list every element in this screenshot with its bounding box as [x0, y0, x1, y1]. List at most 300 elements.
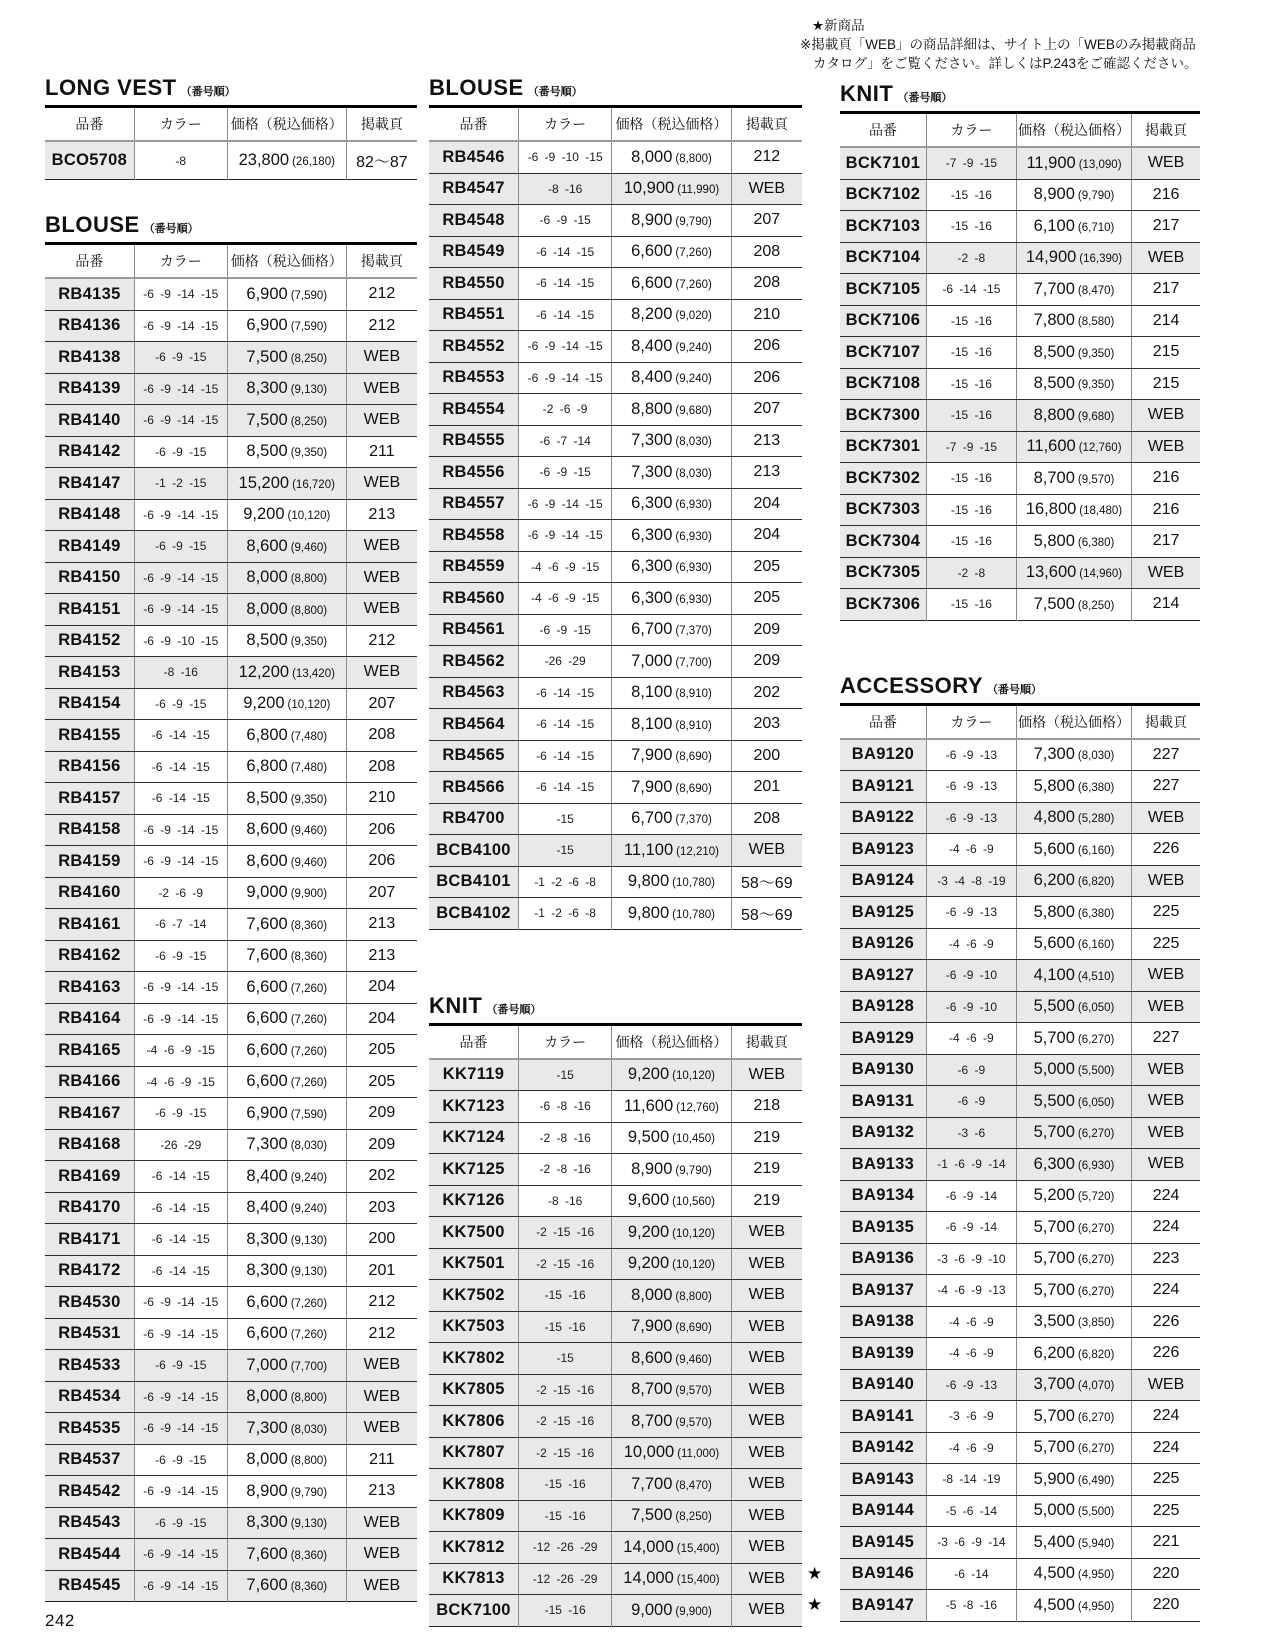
colors-cell: -2 -15 -16: [519, 1248, 612, 1280]
page-reference-cell: 210: [731, 299, 802, 331]
header-row: [840, 113, 1200, 148]
price-value: 8,300: [246, 1229, 288, 1248]
tax-included-price: (8,470): [675, 1479, 712, 1492]
tax-included-price: (15,400): [676, 1542, 720, 1555]
price-cell: [227, 814, 346, 846]
column-header: 品番: [429, 107, 519, 142]
tax-included-price: (6,820): [1077, 1348, 1115, 1361]
section-title: [429, 993, 802, 1023]
product-code-cell: [45, 278, 134, 310]
price-cell: [227, 1035, 346, 1067]
page-reference-cell: 215: [1132, 368, 1200, 400]
price-value: 6,600: [246, 977, 288, 996]
product-code: BA9144: [851, 1501, 915, 1520]
table-row: [840, 1023, 1200, 1055]
page-reference-cell: WEB: [1132, 1117, 1200, 1149]
product-code: BA9123: [851, 839, 915, 858]
product-code: RB4165: [58, 1040, 121, 1059]
price-value: 5,600: [1033, 934, 1075, 953]
price-cell: [612, 1280, 731, 1312]
page-reference-cell: WEB: [346, 657, 417, 689]
price-value: 7,500: [246, 347, 288, 366]
colors-cell: -4 -6 -9 -15: [134, 1035, 227, 1067]
header-row: [45, 244, 417, 279]
price-cell: [612, 1374, 731, 1406]
price-cell: [612, 141, 731, 173]
price-cell: [1016, 1369, 1131, 1401]
colors-cell: -6 -9 -15: [134, 688, 227, 720]
table-row: [840, 305, 1200, 337]
tax-included-price: (10,780): [672, 877, 716, 890]
tax-included-price: (9,130): [290, 1234, 328, 1247]
product-code: BA9121: [851, 776, 915, 795]
price-cell: [1016, 179, 1131, 211]
product-code-cell: [840, 1180, 926, 1212]
price-cell: [1016, 589, 1131, 621]
table-row: [429, 236, 802, 268]
price-value: 3,700: [1033, 1375, 1075, 1394]
price-value: 8,700: [1033, 468, 1075, 487]
product-code: RB4557: [442, 494, 505, 513]
price-value: 8,500: [246, 788, 288, 807]
product-code: BA9122: [851, 808, 915, 827]
colors-cell: -6 -9 -14 -15: [134, 405, 227, 437]
colors-cell: -6 -9 -14 -15: [519, 520, 612, 552]
price-cell: [612, 1595, 731, 1627]
tax-included-price: (7,590): [290, 1108, 328, 1121]
price-cell: [1016, 928, 1131, 960]
table-row: [429, 583, 802, 615]
colors-cell: -6 -14 -15: [519, 299, 612, 331]
colors-cell: -8 -16: [519, 173, 612, 205]
price-value: 7,300: [1033, 745, 1075, 764]
tax-included-price: (26,180): [292, 156, 335, 168]
price-cell: [612, 173, 731, 205]
colors-cell: -2 -15 -16: [519, 1406, 612, 1438]
colors-cell: -6 -9 -10: [926, 991, 1016, 1023]
table-row: [840, 526, 1200, 558]
column-header: 掲載頁: [731, 1024, 802, 1059]
price-value: 4,500: [1033, 1595, 1075, 1614]
colors-cell: -6 -14 -15: [519, 268, 612, 300]
colors-cell: -15: [519, 1343, 612, 1375]
price-value: 7,600: [246, 1544, 288, 1563]
product-code-cell: [840, 1243, 926, 1275]
product-table: [429, 1023, 802, 1627]
price-value: 11,600: [1026, 437, 1076, 456]
price-value: 8,100: [631, 714, 673, 733]
product-code: BA9134: [851, 1186, 915, 1205]
colors-cell: -6 -9 -14 -15: [519, 362, 612, 394]
colors-cell: -6 -9 -10: [926, 960, 1016, 992]
product-code: BCK7306: [845, 594, 921, 613]
table-row: [45, 846, 417, 878]
product-code: BCK7104: [845, 248, 921, 267]
table-row: [840, 1180, 1200, 1212]
product-code: BCK7304: [845, 531, 921, 550]
tax-included-price: (8,250): [290, 352, 328, 365]
product-code-cell: [45, 877, 134, 909]
product-code-cell: [840, 242, 926, 274]
product-code: RB4550: [442, 273, 505, 292]
tax-included-price: (7,260): [675, 247, 712, 260]
tax-included-price: (7,590): [290, 321, 328, 334]
product-code: RB4167: [58, 1103, 121, 1122]
tax-included-price: (9,570): [1077, 473, 1115, 486]
price-cell: [1016, 1558, 1131, 1590]
colors-cell: -6 -14 -15: [519, 740, 612, 772]
product-code: RB4171: [58, 1229, 121, 1248]
tax-included-price: (6,270): [1077, 1033, 1115, 1046]
price-cell: [227, 1350, 346, 1382]
colors-cell: -4 -6 -9 -15: [519, 583, 612, 615]
price-cell: [1016, 1590, 1131, 1622]
product-code: BA9137: [851, 1280, 915, 1299]
product-code-cell: [45, 1413, 134, 1445]
page-reference-cell: 202: [346, 1161, 417, 1193]
price-value: 8,400: [631, 336, 673, 355]
price-cell: [1016, 1527, 1131, 1559]
colors-cell: -26 -29: [134, 1129, 227, 1161]
product-code-cell: [429, 1311, 519, 1343]
price-cell: [612, 1154, 731, 1186]
page-reference-cell: WEB: [346, 373, 417, 405]
price-value: 10,900: [623, 179, 675, 198]
page-reference-cell: 226: [1132, 1306, 1200, 1338]
product-code-cell: [429, 236, 519, 268]
price-value: 11,100: [623, 840, 674, 859]
price-value: 5,800: [1033, 776, 1075, 795]
price-cell: [1016, 305, 1131, 337]
tax-included-price: (7,260): [675, 278, 712, 291]
product-code: BA9135: [851, 1217, 915, 1236]
page-reference-cell: WEB: [731, 1343, 802, 1375]
product-code: RB4544: [58, 1544, 121, 1563]
price-value: 7,000: [631, 651, 673, 670]
tax-included-price: (8,360): [290, 1549, 328, 1562]
product-code-cell: [429, 425, 519, 457]
page-reference-cell: 209: [346, 1098, 417, 1130]
product-code-cell: [45, 814, 134, 846]
product-code-cell: [45, 783, 134, 815]
price-value: 14,000: [623, 1537, 674, 1556]
page-reference-cell: 207: [731, 205, 802, 237]
product-code-cell: [840, 494, 926, 526]
product-code-cell: [45, 720, 134, 752]
tax-included-price: (6,160): [1077, 844, 1115, 857]
page-reference-cell: WEB: [731, 1217, 802, 1249]
product-code: KK7126: [442, 1191, 505, 1210]
table-row: [840, 1306, 1200, 1338]
price-value: 5,800: [1033, 531, 1075, 550]
page-reference-cell: 205: [346, 1035, 417, 1067]
price-cell: [1016, 494, 1131, 526]
price-value: 9,800: [627, 903, 670, 922]
tax-included-price: (9,020): [675, 310, 712, 323]
colors-cell: -3 -4 -8 -19: [926, 865, 1016, 897]
product-code-cell: [45, 846, 134, 878]
product-code: RB4168: [58, 1135, 121, 1154]
tax-included-price: (8,250): [675, 1511, 712, 1524]
price-cell: [227, 846, 346, 878]
tax-included-price: (13,420): [292, 667, 335, 680]
table-row: [429, 835, 802, 867]
table-row: [45, 751, 417, 783]
colors-cell: -6 -9: [926, 1054, 1016, 1086]
colors-cell: -6 -9 -14 -15: [134, 373, 227, 405]
table-row: [840, 463, 1200, 495]
product-code: RB4548: [442, 210, 505, 229]
product-code-cell: [45, 1570, 134, 1602]
table-row: [429, 362, 802, 394]
tax-included-price: (9,240): [290, 1203, 328, 1216]
tax-included-price: (6,380): [1077, 907, 1115, 920]
page-reference-cell: 206: [346, 814, 417, 846]
price-cell: [227, 972, 346, 1004]
product-code: RB4170: [58, 1198, 121, 1217]
tax-included-price: (9,900): [675, 1605, 712, 1618]
price-value: 8,000: [246, 1450, 288, 1469]
price-value: 4,100: [1033, 965, 1075, 984]
tax-included-price: (9,680): [675, 404, 712, 417]
product-code-cell: [429, 173, 519, 205]
product-code-cell: [840, 1275, 926, 1307]
price-cell: [612, 1311, 731, 1343]
product-code-cell: [429, 1500, 519, 1532]
product-code: RB4162: [58, 946, 121, 965]
table-row: [45, 342, 417, 374]
price-value: 8,600: [246, 851, 288, 870]
colors-cell: -6 -14 -15: [134, 1224, 227, 1256]
column-header: 品番: [45, 244, 134, 279]
colors-cell: -26 -29: [519, 646, 612, 678]
price-cell: [227, 531, 346, 563]
page-reference-cell: WEB: [731, 835, 802, 867]
page-reference-cell: 204: [731, 520, 802, 552]
product-code: KK7502: [442, 1285, 505, 1304]
price-value: 7,800: [1033, 311, 1075, 330]
price-value: 5,800: [1033, 902, 1075, 921]
product-code-cell: [45, 1444, 134, 1476]
price-value: 11,600: [623, 1096, 674, 1115]
price-cell: [227, 1413, 346, 1445]
product-code-cell: [429, 1122, 519, 1154]
tax-included-price: (7,700): [290, 1360, 328, 1373]
tax-included-price: (8,250): [290, 415, 328, 428]
table-row: [840, 589, 1200, 621]
product-code-cell: [45, 141, 134, 180]
price-cell: [612, 835, 731, 867]
tax-included-price: (8,690): [675, 782, 712, 795]
page-reference-cell: WEB: [1132, 1054, 1200, 1086]
price-value: 7,600: [246, 914, 288, 933]
price-cell: [1016, 147, 1131, 179]
page-reference-cell: 218: [731, 1091, 802, 1123]
colors-cell: -15 -16: [519, 1311, 612, 1343]
product-code-cell: [429, 1280, 519, 1312]
colors-cell: -6 -9 -14 -15: [134, 1476, 227, 1508]
product-code-cell: [429, 331, 519, 363]
table-row: [45, 1444, 417, 1476]
price-value: 6,800: [246, 725, 288, 744]
tax-included-price: (6,050): [1077, 1096, 1115, 1109]
price-value: 6,200: [1033, 871, 1075, 890]
section-title-text: BLOUSE: [45, 212, 140, 237]
table-row: [45, 688, 417, 720]
tax-included-price: (10,120): [287, 510, 331, 523]
page-reference-cell: WEB: [731, 1406, 802, 1438]
column-header: カラー: [926, 113, 1016, 148]
colors-cell: -6 -9 -14 -15: [134, 1318, 227, 1350]
tax-included-price: (8,030): [290, 1423, 328, 1436]
table-row: [840, 897, 1200, 929]
product-code: KK7123: [442, 1096, 505, 1115]
colors-cell: -6 -9 -15: [134, 1098, 227, 1130]
table-row: [429, 1217, 802, 1249]
page-reference-cell: WEB: [346, 1539, 417, 1571]
colors-cell: -6 -9 -14 -15: [134, 278, 227, 310]
table-row: [45, 720, 417, 752]
table-row: [45, 877, 417, 909]
tax-included-price: (9,460): [290, 541, 328, 554]
product-code: RB4542: [58, 1481, 121, 1500]
colors-cell: -6 -14 -15: [519, 677, 612, 709]
table-row: [840, 960, 1200, 992]
product-code-cell: [45, 373, 134, 405]
price-cell: [227, 625, 346, 657]
colors-cell: -15 -16: [926, 337, 1016, 369]
price-cell: [1016, 834, 1131, 866]
product-code: RB4149: [58, 536, 121, 555]
section-title: [45, 75, 417, 105]
colors-cell: -1 -2 -6 -8: [519, 898, 612, 930]
price-value: 7,500: [246, 410, 288, 429]
colors-cell: -6 -9 -15: [134, 531, 227, 563]
page-reference-cell: 227: [1132, 771, 1200, 803]
price-value: 5,700: [1033, 1438, 1075, 1457]
colors-cell: -6 -9 -14 -15: [134, 1003, 227, 1035]
product-code: BA9136: [851, 1249, 915, 1268]
colors-cell: -4 -6 -9: [926, 1432, 1016, 1464]
page-reference-cell: WEB: [1132, 400, 1200, 432]
table-row: [429, 488, 802, 520]
page-reference-cell: WEB: [731, 1500, 802, 1532]
colors-cell: -6 -9 -14 -15: [134, 310, 227, 342]
page-number: 242: [45, 1611, 75, 1630]
price-value: 10,000: [623, 1443, 675, 1462]
price-value: 12,200: [238, 662, 290, 681]
price-cell: [612, 268, 731, 300]
table-row: [429, 1122, 802, 1154]
product-code-cell: [840, 526, 926, 558]
product-code-cell: [840, 897, 926, 929]
product-code-cell: [840, 147, 926, 179]
product-code-cell: [429, 141, 519, 173]
product-code: RB4560: [442, 588, 505, 607]
product-code-cell: [840, 1401, 926, 1433]
column-header: 価格（税込価格）: [227, 244, 346, 279]
page-reference-cell: 212: [346, 1287, 417, 1319]
table-row: [429, 299, 802, 331]
product-code-cell: [45, 688, 134, 720]
tax-included-price: (9,350): [1077, 379, 1115, 392]
price-value: 8,900: [1033, 185, 1075, 204]
table-row: [840, 179, 1200, 211]
table-row: [840, 557, 1200, 589]
product-code: KK7125: [442, 1159, 505, 1178]
product-code-cell: [429, 740, 519, 772]
page-reference-cell: 223: [1132, 1243, 1200, 1275]
price-value: 6,600: [246, 1009, 288, 1028]
product-code-cell: [807, 1558, 926, 1590]
product-code: RB4556: [442, 462, 505, 481]
tax-included-price: (8,910): [675, 688, 712, 701]
tax-included-price: (9,130): [290, 384, 328, 397]
colors-cell: -6 -9 -10 -15: [519, 141, 612, 173]
product-code: BCK7103: [845, 216, 921, 235]
colors-cell: -3 -6 -9 -10: [926, 1243, 1016, 1275]
page-reference-cell: 220: [1132, 1590, 1200, 1622]
table-row: [45, 405, 417, 437]
product-code-cell: [45, 1161, 134, 1193]
column-header: 掲載頁: [1132, 704, 1200, 739]
price-cell: [227, 751, 346, 783]
page-reference-cell: 211: [346, 436, 417, 468]
price-cell: [227, 141, 346, 180]
product-code-cell: [429, 457, 519, 489]
colors-cell: -15 -16: [926, 589, 1016, 621]
price-cell: [227, 278, 346, 310]
colors-cell: -15 -16: [926, 526, 1016, 558]
colors-cell: -7 -9 -15: [926, 147, 1016, 179]
product-code: RB4555: [442, 431, 505, 450]
page-reference-cell: 200: [346, 1224, 417, 1256]
product-code: RB4155: [58, 725, 121, 744]
price-cell: [612, 488, 731, 520]
product-code: BA9132: [851, 1123, 915, 1142]
tax-included-price: (6,930): [675, 593, 712, 606]
tax-included-price: (8,910): [675, 719, 712, 732]
table-row: [840, 991, 1200, 1023]
price-value: 8,000: [246, 599, 288, 618]
product-code-cell: [840, 305, 926, 337]
colors-cell: -2 -8: [926, 557, 1016, 589]
page-reference-cell: 201: [346, 1255, 417, 1287]
price-cell: [1016, 1338, 1131, 1370]
price-cell: [612, 205, 731, 237]
tax-included-price: (14,960): [1079, 568, 1123, 581]
tax-included-price: (9,130): [290, 1266, 328, 1279]
price-value: 14,000: [623, 1569, 674, 1588]
product-code-cell: [429, 1437, 519, 1469]
product-code-cell: [45, 531, 134, 563]
colors-cell: -6 -9 -14 -15: [134, 562, 227, 594]
table-row: [45, 657, 417, 689]
price-value: 8,400: [246, 1198, 288, 1217]
price-value: 8,300: [246, 379, 288, 398]
tax-included-price: (7,700): [675, 656, 712, 669]
colors-cell: -15: [519, 1059, 612, 1091]
page-reference-cell: WEB: [1132, 865, 1200, 897]
colors-cell: -6 -9 -15: [519, 457, 612, 489]
product-code-cell: [45, 657, 134, 689]
new-item-legend: ★新商品: [812, 18, 865, 33]
tax-included-price: (7,590): [290, 289, 328, 302]
product-code-cell: [840, 865, 926, 897]
colors-cell: -6 -9 -14 -15: [134, 1381, 227, 1413]
page-reference-cell: WEB: [346, 594, 417, 626]
product-code: BCK7302: [845, 468, 921, 487]
